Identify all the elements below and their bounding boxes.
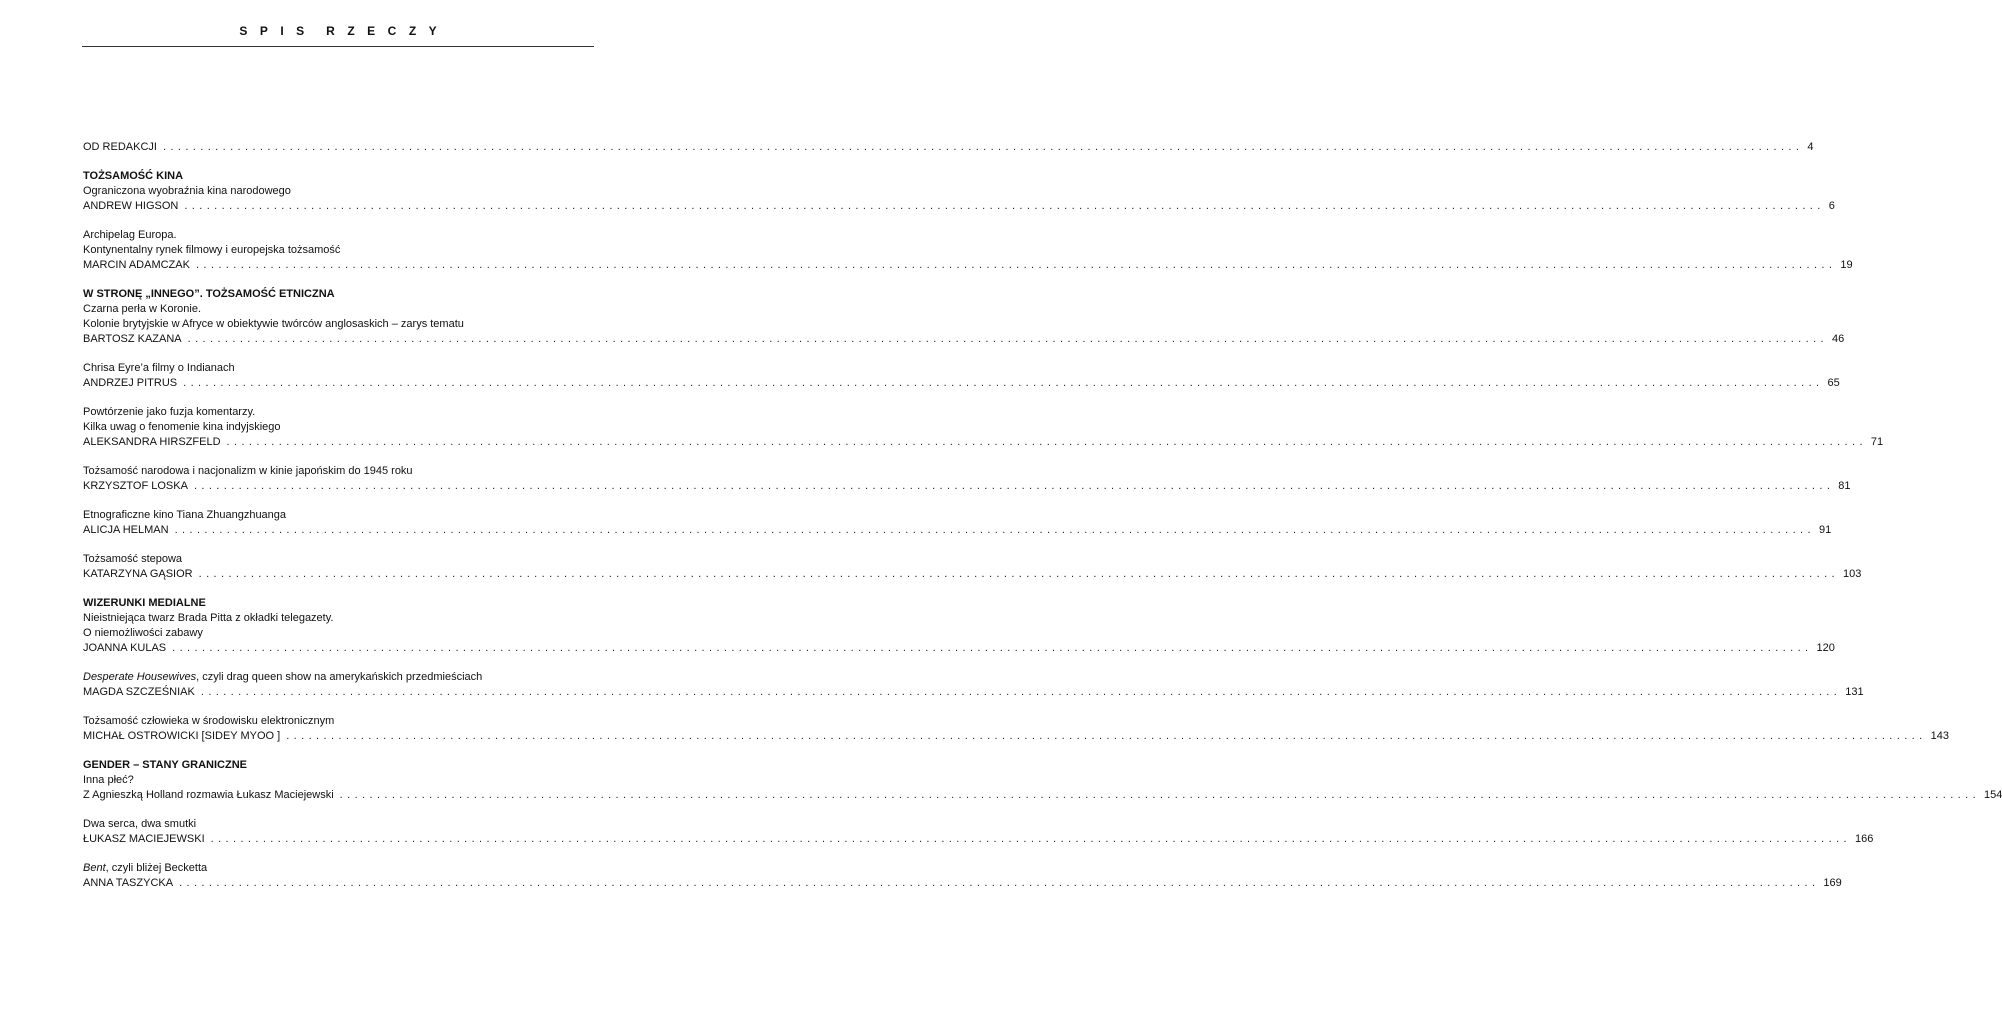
toc-entry[interactable] <box>83 287 1845 347</box>
leader-dots: ............................................................................................................................................................................................................................ <box>226 436 1867 448</box>
author-line <box>83 788 2002 803</box>
leader-dots: ............................................................................................................................................................................................................................ <box>195 259 1837 271</box>
entry-author: BARTOSZ KAZANA <box>83 333 182 345</box>
section-heading: TOŻSAMOŚĆ KINA <box>83 170 184 182</box>
leader-dots: ............................................................................................................................................................................................................................ <box>210 833 1851 845</box>
entry-author: JOANNA KULAS <box>83 642 167 654</box>
page-number: 19 <box>1840 259 1853 271</box>
page-number: 166 <box>1855 833 1874 845</box>
author-line <box>83 641 1835 656</box>
entry-title-line: Powtórzenie jako fuzja komentarzy. <box>83 406 256 418</box>
entry-title-line: Inna płeć? <box>83 774 134 786</box>
leader-dots: ............................................................................................................................................................................................................................ <box>183 377 1824 389</box>
entry-title-line: Kolonie brytyjskie w Afryce w obiektywie twórców anglosaskich – zarys tematu <box>83 318 464 330</box>
page-number: 65 <box>1827 377 1840 389</box>
toc-entry-label: OD REDAKCJI <box>83 141 157 153</box>
page-title <box>82 24 594 38</box>
leader-dots: ............................................................................................................................................................................................................................ <box>162 141 1804 153</box>
entry-author: ANDREW HIGSON <box>83 200 179 212</box>
page-number: 81 <box>1838 480 1851 492</box>
entry-title-line: O niemożliwości zabawy <box>83 627 203 639</box>
entry-title-line <box>83 670 616 685</box>
title-word-1: SPIS <box>239 24 317 38</box>
entry-title-line: Kilka uwag o fenomenie kina indyjskiego <box>83 421 281 433</box>
section-heading: W STRONĘ „INNEGO”. TOŻSAMOŚĆ ETNICZNA <box>83 288 335 300</box>
author-line <box>83 876 1842 891</box>
leader-dots: ............................................................................................................................................................................................................................ <box>339 789 1981 801</box>
toc-entry[interactable] <box>83 758 2002 803</box>
page-number: 91 <box>1818 524 1832 536</box>
entry-title-line: Etnograficzne kino Tiana Zhuangzhuanga <box>83 509 287 521</box>
section-heading: WIZERUNKI MEDIALNE <box>83 597 206 609</box>
leader-dots: ............................................................................................................................................................................................................................ <box>198 568 1839 580</box>
title-word-2: RZECZY <box>326 24 450 38</box>
page-number: 4 <box>1807 141 1814 153</box>
entry-author: ALEKSANDRA HIRSZFELD <box>83 436 221 448</box>
leader-dots: ............................................................................................................................................................................................................................ <box>174 524 1815 536</box>
leader-dots: ............................................................................................................................................................................................................................ <box>187 333 1828 345</box>
header-rule <box>82 46 594 47</box>
toc-entry[interactable] <box>83 361 1840 391</box>
section-heading: GENDER – STANY GRANICZNE <box>83 759 248 771</box>
author-line <box>83 376 1840 391</box>
leader-dots: ............................................................................................................................................................................................................................ <box>172 642 1813 654</box>
author-line <box>83 258 1853 273</box>
leader-dots: ............................................................................................................................................................................................................................ <box>179 877 1820 889</box>
author-line <box>83 729 1949 744</box>
entry-author: KRZYSZTOF LOSKA <box>83 480 188 492</box>
entry-author: ŁUKASZ MACIEJEWSKI <box>83 833 205 845</box>
entry-author: ANDRZEJ PITRUS <box>83 377 178 389</box>
toc-entry[interactable] <box>83 228 1853 273</box>
page-number: 6 <box>1828 200 1835 212</box>
entry-title-italic: Bent <box>83 862 106 874</box>
entry-author: MARCIN ADAMCZAK <box>83 259 190 271</box>
toc-entry[interactable] <box>83 596 1835 656</box>
entry-author: ALICJA HELMAN <box>83 524 169 536</box>
toc-entry[interactable] <box>83 552 1862 582</box>
toc-entry[interactable] <box>83 714 1949 744</box>
entry-title-line <box>83 861 616 876</box>
author-line <box>83 332 1845 347</box>
entry-title-line: Czarna perła w Koronie. <box>83 303 202 315</box>
page-number: 120 <box>1816 642 1835 654</box>
toc-entry[interactable] <box>83 169 1835 214</box>
page-number: 46 <box>1831 333 1845 345</box>
entry-title-line: Dwa serca, dwa smutki <box>83 818 197 830</box>
page-number: 169 <box>1823 877 1842 889</box>
entry-title-line: Ograniczona wyobraźnia kina narodowego <box>83 185 291 197</box>
toc-entry[interactable] <box>83 405 1884 450</box>
toc-sections <box>83 169 2002 891</box>
toc-entry[interactable] <box>83 861 1842 891</box>
toc-entry[interactable] <box>83 508 1832 538</box>
entry-title-line: Archipelag Europa. <box>83 229 177 241</box>
entry-author: ANNA TASZYCKA <box>83 877 174 889</box>
entry-title-line: Chrisa Eyre’a filmy o Indianach <box>83 362 235 374</box>
leader-dots: ............................................................................................................................................................................................................................ <box>286 730 1927 742</box>
leader-dots: ............................................................................................................................................................................................................................ <box>200 686 1842 698</box>
author-line <box>83 567 1862 582</box>
author-line <box>83 685 1864 700</box>
page-number: 131 <box>1845 686 1864 698</box>
toc-entry-editorial[interactable] <box>83 140 1814 155</box>
page-number: 143 <box>1930 730 1949 742</box>
toc-entry[interactable] <box>83 817 1874 847</box>
author-line <box>83 523 1832 538</box>
author-line <box>83 199 1835 214</box>
toc-entry[interactable] <box>83 670 1864 700</box>
toc-entry[interactable] <box>83 464 1851 494</box>
entry-title-line: Nieistniejąca twarz Brada Pitta z okładki telegazety. <box>83 612 334 624</box>
page-number: 154 <box>1984 789 2002 801</box>
entry-title-line: Tożsamość narodowa i nacjonalizm w kinie japońskim do 1945 roku <box>83 465 413 477</box>
entry-author: KATARZYNA GĄSIOR <box>83 568 193 580</box>
page-number: 71 <box>1870 436 1884 448</box>
entry-author: MAGDA SZCZEŚNIAK <box>83 686 195 698</box>
author-line <box>83 435 1884 450</box>
entry-title-italic: Desperate Housewives <box>83 671 197 683</box>
author-line <box>83 479 1851 494</box>
entry-title-line: Kontynentalny rynek filmowy i europejska tożsamość <box>83 244 341 256</box>
leader-dots: ............................................................................................................................................................................................................................ <box>184 200 1825 212</box>
leader-dots: ............................................................................................................................................................................................................................ <box>193 480 1835 492</box>
entry-title-line: Tożsamość stepowa <box>83 553 183 565</box>
entry-title-rest: , czyli bliżej Becketta <box>105 862 208 874</box>
entry-author: MICHAŁ OSTROWICKI [SIDEY MYOO ] <box>83 730 281 742</box>
entry-title-line: Tożsamość człowieka w środowisku elektronicznym <box>83 715 335 727</box>
table-of-contents <box>83 140 2002 905</box>
entry-title-rest: , czyli drag queen show na amerykańskich przedmieściach <box>196 671 483 683</box>
page-number: 103 <box>1842 568 1862 580</box>
entry-author: Z Agnieszką Holland rozmawia Łukasz Maciejewski <box>83 789 334 801</box>
author-line <box>83 832 1874 847</box>
